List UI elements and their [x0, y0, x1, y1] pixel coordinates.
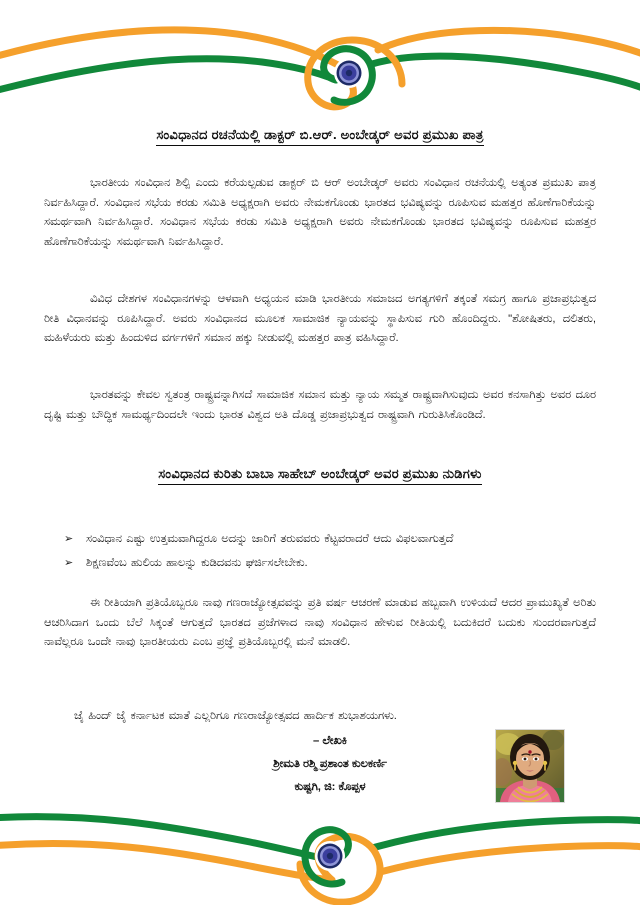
quotes-section-heading-text: ಸಂವಿಧಾನದ ಕುರಿತು ಬಾಬಾ ಸಾಹೇಬ್ ಅಂಬೇಡ್ಕರ್ ಅವರ ಪ್ರಮುಖ ನುಡಿಗಳು	[158, 466, 481, 485]
list-item	[64, 551, 604, 575]
arrow-bullet-icon: ➢	[64, 557, 74, 569]
page-title-text: ಸಂವಿಧಾನದ ರಚನೆಯಲ್ಲಿ ಡಾಕ್ಟರ್ ಬಿ.ಆರ್. ಅಂಬೇಡ್ಕರ್ ಅವರ ಪ್ರಮುಖ ಪಾತ್ರ	[156, 127, 483, 146]
ashoka-chakra-spiral	[315, 841, 345, 871]
paragraph-3: ಭಾರತವನ್ನು ಕೇವಲ ಸ್ವತಂತ್ರ ರಾಷ್ಟ್ರವನ್ನಾಗಿಸದೆ ಸಾಮಾಜಿಕ ಸಮಾನ ಮತ್ತು ನ್ಯಾಯ ಸಮ್ಮತ ರಾಷ್ಟ್ರವಾಗಿಸುವುದು ಅವರ ಕನಸಾಗಿತ್ತು ಅವರ ದೂರ ದೃಷ್ಟಿ ಮತ್ತು ಬೌದ್ಧಿಕ ಸಾಮರ್ಥ್ಯದಿಂದಲೇ ಇಂದು ಭಾರತ ವಿಶ್ವದ ಅತಿ ದೊಡ್ಡ ಪ್ರಜಾಪ್ರಭುತ್ವದ ರಾಷ್ಟ್ರವಾಗಿ ಗುರುತಿಸಿಕೊಂಡಿದೆ.	[44, 389, 596, 421]
quote-text: ಶಿಕ್ಷಣವೆಂಬ ಹುಲಿಯ ಹಾಲನ್ನು ಕುಡಿದವನು ಘರ್ಜಿಸಲೇಬೇಕು.	[86, 557, 308, 569]
signature-block	[190, 730, 470, 799]
tricolour-wave-banner-bottom	[0, 790, 640, 905]
quotes-section-heading	[0, 466, 640, 485]
signature-place: ಕುಷ್ಟಗಿ, ಜಿ: ಕೊಪ್ಪಳ	[294, 781, 366, 793]
paragraph-2: ವಿವಿಧ ದೇಶಗಳ ಸಂವಿಧಾನಗಳನ್ನು ಆಳವಾಗಿ ಅಧ್ಯಯನ ಮಾಡಿ ಭಾರತೀಯ ಸಮಾಜದ ಅಗತ್ಯಗಳಿಗೆ ತಕ್ಕಂತೆ ಸಮಗ್ರ ಹಾಗೂ ಪ್ರಜಾಪ್ರಭುತ್ವದ ರೀತಿ ವಿಧಾನವನ್ನು ರೂಪಿಸಿದ್ದಾರೆ. ಅವರು ಸಂವಿಧಾನದ ಮೂಲಕ ಸಾಮಾಜಿಕ ನ್ಯಾಯವನ್ನು ಸ್ಥಾಪಿಸುವ ಗುರಿ ಹೊಂದಿದ್ದರು. "ಶೋಷಿತರು, ದಲಿತರು, ಮಹಿಳೆಯರು ಮತ್ತು ಹಿಂದುಳಿದ ವರ್ಗಗಳಿಗೆ ಸಮಾನ ಹಕ್ಕು ನೀಡುವಲ್ಲಿ ಮಹತ್ತರ ಪಾತ್ರ ವಹಿಸಿದ್ದಾರೆ.	[44, 293, 596, 345]
page-title	[0, 127, 640, 146]
list-item	[64, 527, 604, 551]
tricolour-wave-banner-top	[0, 0, 640, 120]
quotes-list	[64, 527, 604, 575]
paragraph-1: ಭಾರತೀಯ ಸಂವಿಧಾನ ಶಿಲ್ಪಿ ಎಂದು ಕರೆಯಲ್ಪಡುವ ಡಾಕ್ಟರ್ ಬಿ ಆರ್ ಅಂಬೇಡ್ಕರ್ ಅವರು ಸಂವಿಧಾನ ರಚನೆಯಲ್ಲಿ ಅತ್ಯಂತ ಪ್ರಮುಖ ಪಾತ್ರ ನಿರ್ವಹಿಸಿದ್ದಾರೆ. ಸಂವಿಧಾನ ಸಭೆಯ ಕರಡು ಸಮಿತಿ ಅಧ್ಯಕ್ಷರಾಗಿ ಅವರು ನೇಮಕಗೊಂಡು ಭಾರತದ ಭವಿಷ್ಯವನ್ನು ರೂಪಿಸುವ ಮಹತ್ತರ ಹೊಣೆಗಾರಿಕೆಯನ್ನು ಸಮರ್ಥವಾಗಿ ನಿರ್ವಹಿಸಿದ್ದಾರೆ. ಸಂವಿಧಾನ ಸಭೆಯ ಕರಡು ಸಮಿತಿ ಅಧ್ಯಕ್ಷರಾಗಿ ಅವರು ನೇಮಕಗೊಂಡು ಭಾರತದ ಭವಿಷ್ಯವನ್ನು ರೂಪಿಸುವ ಮಹತ್ತರ ಹೊಣೆಗಾರಿಕೆಯನ್ನು ಸಮರ್ಥವಾಗಿ ನಿರ್ವಹಿಸಿದ್ದಾರೆ.	[44, 177, 596, 248]
signature-role: – ಲೇಖಕಿ	[313, 735, 347, 747]
paragraph-4: ಈ ರೀತಿಯಾಗಿ ಪ್ರತಿಯೊಬ್ಬರೂ ನಾವು ಗಣರಾಜ್ಯೋತ್ಸವವನ್ನು ಪ್ರತಿ ವರ್ಷ ಆಚರಣೆ ಮಾಡುವ ಹಬ್ಬವಾಗಿ ಉಳಿಯದೆ ಆದರ ಪ್ರಾಮುಖ್ಯತೆ ಅರಿತು ಆಚರಿಸಿದಾಗ ಒಂದು ಬೆಲೆ ಸಿಕ್ಕಂತೆ ಆಗುತ್ತದೆ ಭಾರತದ ಪ್ರಜೆಗಳಾದ ನಾವು ಸಂವಿಧಾನ ಹೇಳುವ ರೀತಿಯಲ್ಲಿ ಬದುಕಿದರೆ ಬದುಕು ಸುಂದರವಾಗುತ್ತದೆ ನಾವೆಲ್ಲರೂ ಒಂದೇ ನಾವು ಭಾರತೀಯರು ಎಂಬ ಪ್ರಜ್ಞೆ ಪ್ರತಿಯೊಬ್ಬರಲ್ಲಿ ಮನೆ ಮಾಡಲಿ.	[44, 597, 596, 649]
signature-author-name: ಶ್ರೀಮತಿ ರಶ್ಮಿ ಪ್ರಶಾಂತ ಕುಲಕರ್ಣಿ	[273, 758, 387, 770]
arrow-bullet-icon: ➢	[64, 533, 74, 545]
ashoka-chakra-spiral	[334, 58, 364, 88]
avatar	[495, 729, 565, 803]
paragraph-5: ಜೈ ಹಿಂದ್ ಜೈ ಕರ್ನಾಟಕ ಮಾತೆ ಎಲ್ಲರಿಗೂ ಗಣರಾಜ್ಯೋತ್ಸವದ ಹಾರ್ದಿಕ ಶುಭಾಶಯಗಳು.	[74, 710, 397, 723]
quote-text: ಸಂವಿಧಾನ ಎಷ್ಟು ಉತ್ತಮವಾಗಿದ್ದರೂ ಅದನ್ನು ಜಾರಿಗೆ ತರುವವರು ಕೆಟ್ಟವರಾದರೆ ಆದು ವಿಫಲವಾಗುತ್ತದೆ	[86, 533, 454, 545]
